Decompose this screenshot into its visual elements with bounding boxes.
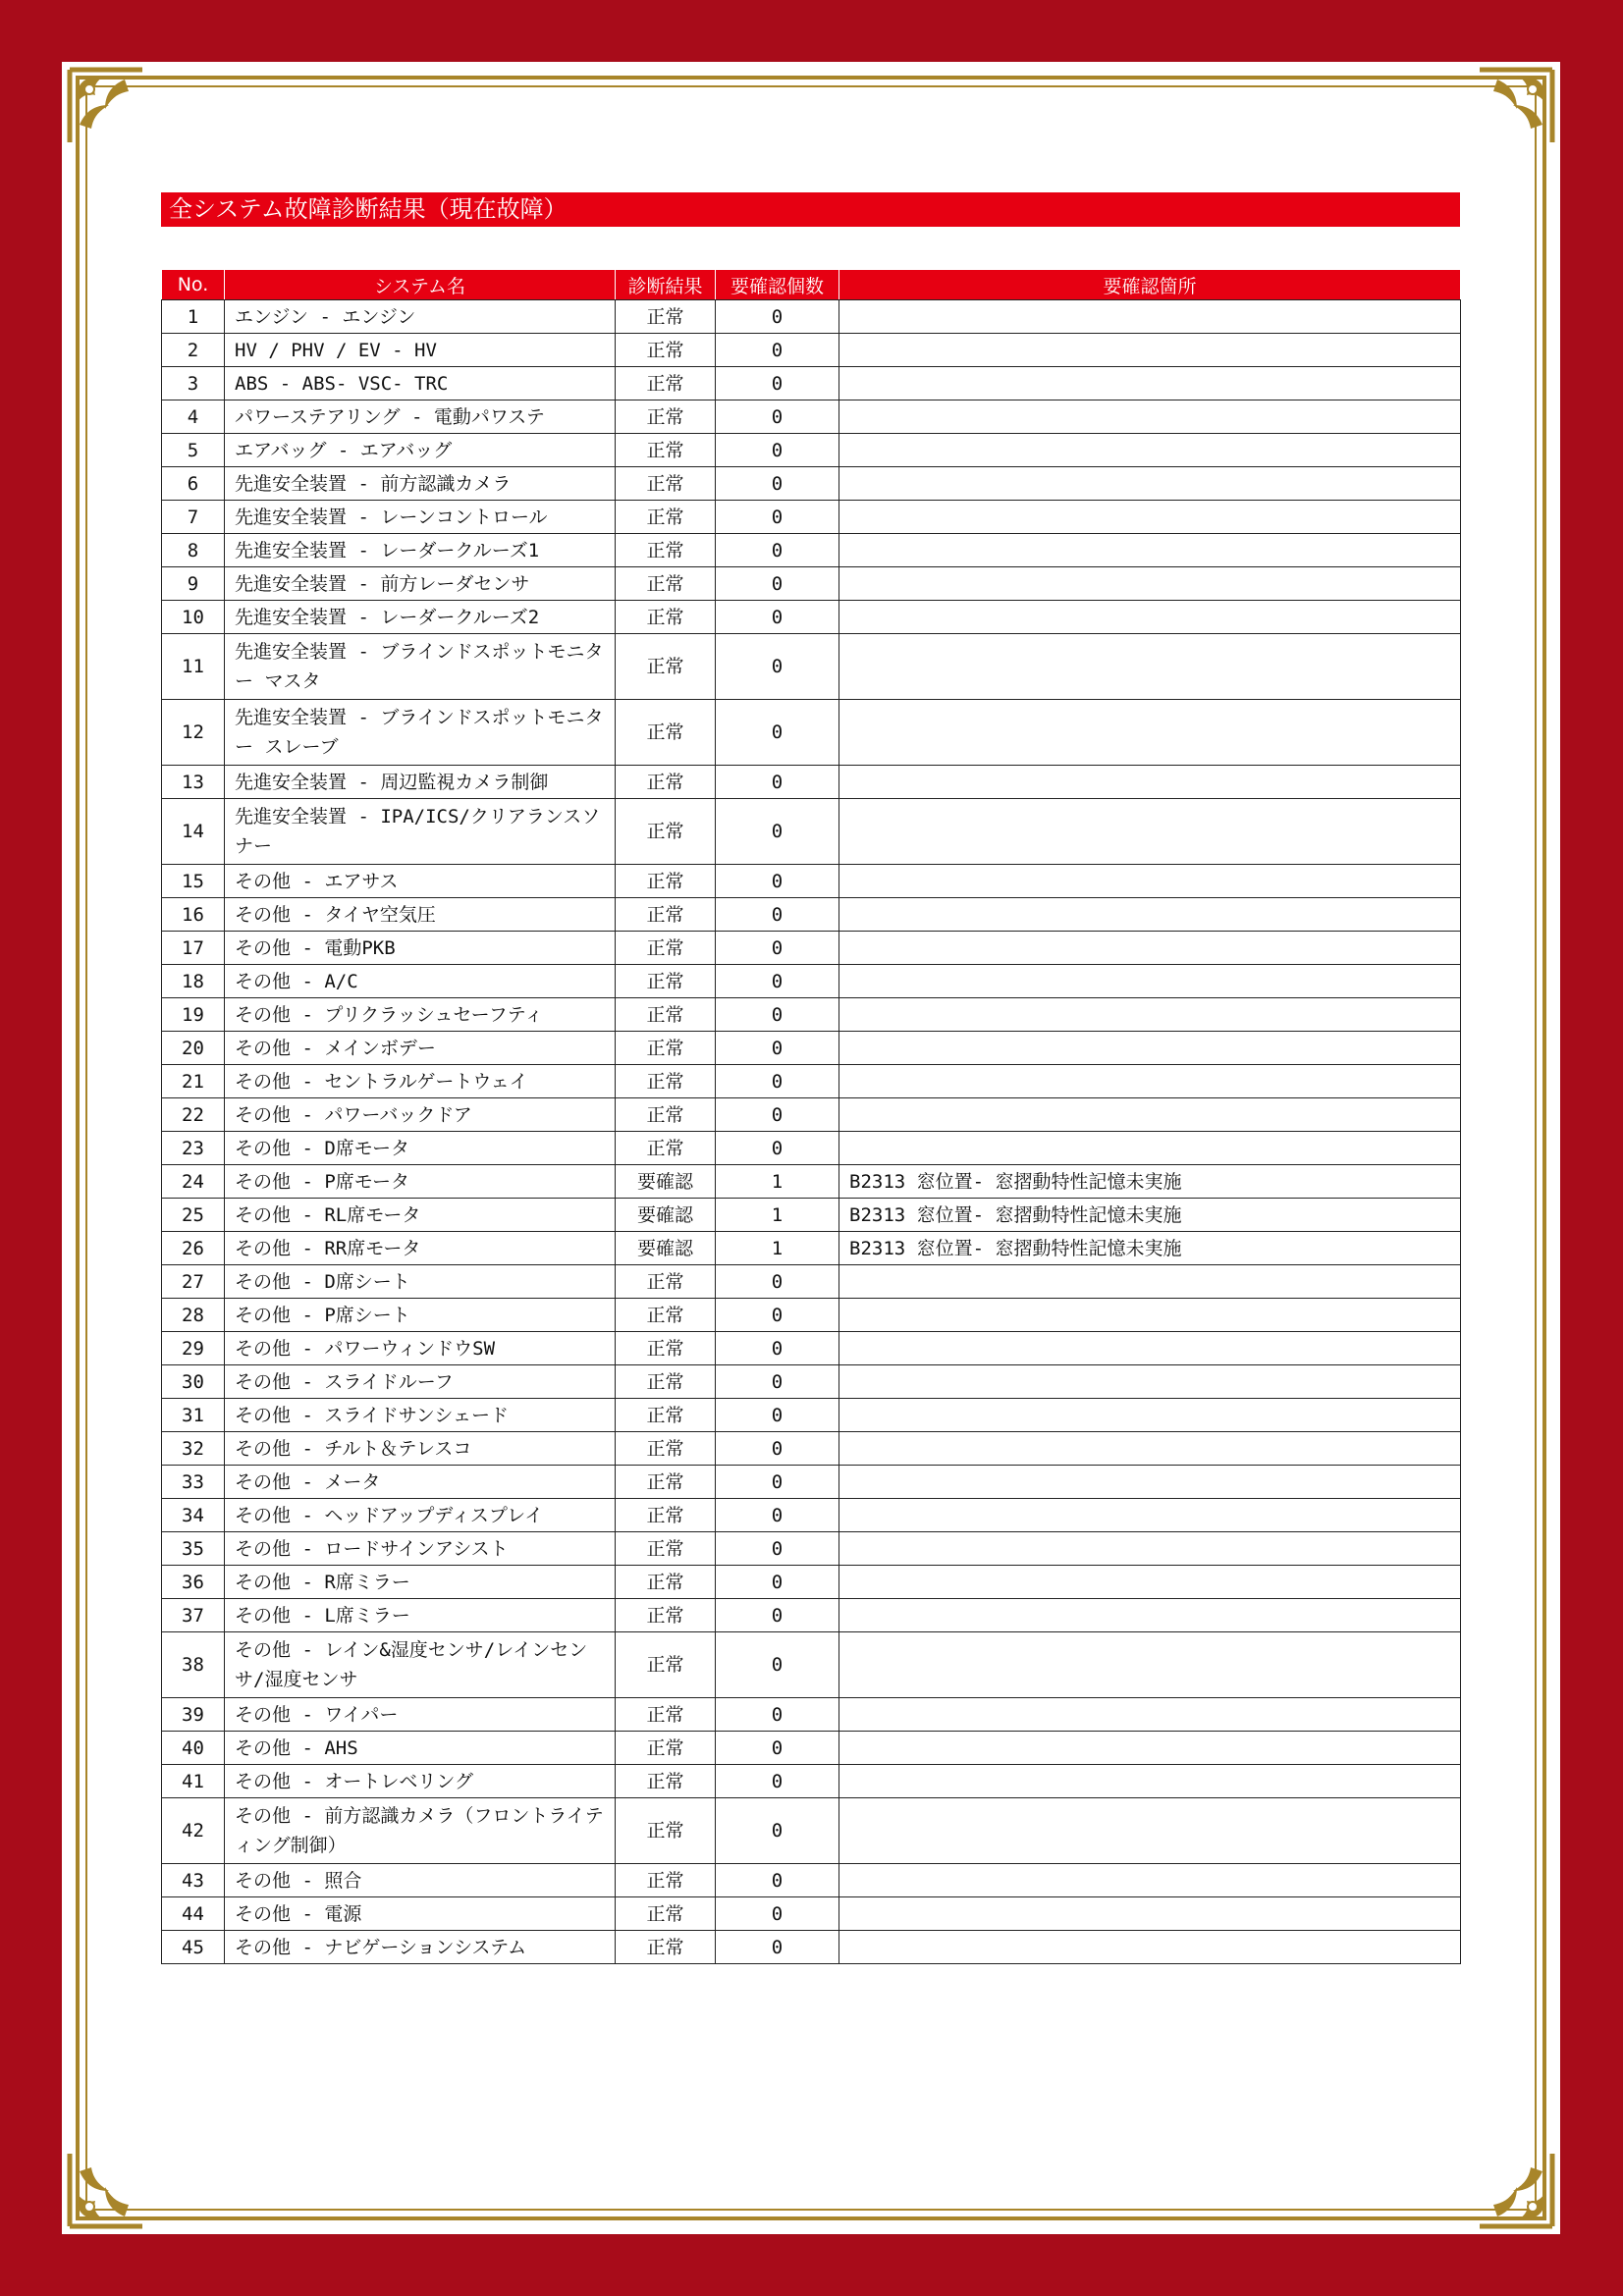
cell-location [839,1532,1461,1566]
cell-location [839,1132,1461,1165]
cell-no: 22 [162,1098,225,1132]
table-row [162,1798,1461,1864]
cell-result: 正常 [616,998,716,1032]
cell-count: 0 [716,434,839,467]
cell-no: 8 [162,534,225,567]
cell-result: 正常 [616,700,716,766]
cell-system-name: その他 - セントラルゲートウェイ [225,1065,616,1098]
header-count: 要確認個数 [716,270,839,300]
cell-location [839,1798,1461,1864]
cell-no: 15 [162,865,225,898]
cell-system-name: その他 - D席シート [225,1265,616,1299]
table-row [162,1897,1461,1931]
cell-no: 32 [162,1432,225,1466]
diagnosis-table [161,269,1461,1964]
cell-count: 0 [716,799,839,865]
cell-location [839,1466,1461,1499]
table-row [162,766,1461,799]
cell-location [839,534,1461,567]
table-row [162,1732,1461,1765]
table-row [162,700,1461,766]
cell-location [839,965,1461,998]
cell-no: 12 [162,700,225,766]
cell-system-name: その他 - エアサス [225,865,616,898]
cell-no: 20 [162,1032,225,1065]
cell-system-name: 先進安全装置 - 前方認識カメラ [225,467,616,501]
cell-count: 0 [716,467,839,501]
cell-result: 正常 [616,865,716,898]
cell-location [839,1732,1461,1765]
cell-no: 7 [162,501,225,534]
cell-location [839,1098,1461,1132]
cell-count: 0 [716,1698,839,1732]
cell-no: 14 [162,799,225,865]
section-title: 全システム故障診断結果（現在故障） [161,192,1460,227]
cell-location [839,501,1461,534]
cell-result: 正常 [616,434,716,467]
table-row [162,567,1461,601]
cell-no: 45 [162,1931,225,1964]
cell-system-name: その他 - P席モータ [225,1165,616,1199]
cell-count: 0 [716,1032,839,1065]
cell-count: 0 [716,1864,839,1897]
table-row [162,1132,1461,1165]
cell-result: 正常 [616,367,716,400]
table-row [162,1466,1461,1499]
table-row [162,1232,1461,1265]
cell-no: 4 [162,400,225,434]
cell-count: 1 [716,1165,839,1199]
cell-result: 正常 [616,1332,716,1365]
header-no: No. [162,270,225,300]
table-row [162,1864,1461,1897]
cell-system-name: その他 - ワイパー [225,1698,616,1732]
cell-count: 0 [716,1432,839,1466]
cell-count: 0 [716,1599,839,1632]
cell-count: 0 [716,1399,839,1432]
cell-location [839,799,1461,865]
table-row [162,898,1461,932]
cell-system-name: パワーステアリング - 電動パワステ [225,400,616,434]
cell-system-name: その他 - 電源 [225,1897,616,1931]
cell-count: 0 [716,300,839,334]
cell-no: 17 [162,932,225,965]
cell-result: 正常 [616,1698,716,1732]
cell-result: 正常 [616,1432,716,1466]
cell-system-name: 先進安全装置 - レーダークルーズ2 [225,601,616,634]
cell-location [839,932,1461,965]
cell-system-name: その他 - RL席モータ [225,1199,616,1232]
table-row [162,534,1461,567]
table-row [162,1032,1461,1065]
table-row [162,1566,1461,1599]
cell-no: 9 [162,567,225,601]
cell-system-name: 先進安全装置 - IPA/ICS/クリアランスソナー [225,799,616,865]
cell-no: 16 [162,898,225,932]
cell-system-name: 先進安全装置 - 周辺監視カメラ制御 [225,766,616,799]
cell-count: 0 [716,400,839,434]
cell-count: 0 [716,965,839,998]
table-row [162,1065,1461,1098]
cell-result: 正常 [616,932,716,965]
cell-system-name: その他 - D席モータ [225,1132,616,1165]
table-row [162,1199,1461,1232]
cell-system-name: その他 - AHS [225,1732,616,1765]
cell-no: 42 [162,1798,225,1864]
cell-location [839,1299,1461,1332]
cell-location [839,700,1461,766]
table-row [162,367,1461,400]
cell-no: 37 [162,1599,225,1632]
cell-count: 0 [716,367,839,400]
cell-system-name: その他 - RR席モータ [225,1232,616,1265]
cell-no: 13 [162,766,225,799]
table-row [162,1765,1461,1798]
corner-ornament-icon [66,66,146,146]
cell-system-name: 先進安全装置 - ブラインドスポットモニター マスタ [225,634,616,700]
cell-count: 1 [716,1232,839,1265]
cell-system-name: 先進安全装置 - ブラインドスポットモニター スレーブ [225,700,616,766]
cell-result: 要確認 [616,1199,716,1232]
cell-no: 41 [162,1765,225,1798]
cell-system-name: その他 - タイヤ空気圧 [225,898,616,932]
cell-result: 正常 [616,1864,716,1897]
table-row [162,501,1461,534]
cell-no: 5 [162,434,225,467]
cell-count: 0 [716,1566,839,1599]
cell-system-name: その他 - 前方認識カメラ（フロントライティング制御） [225,1798,616,1864]
cell-result: 正常 [616,1632,716,1698]
cell-system-name: その他 - パワーウィンドウSW [225,1332,616,1365]
cell-result: 正常 [616,1299,716,1332]
table-row [162,965,1461,998]
cell-no: 26 [162,1232,225,1265]
cell-result: 正常 [616,1065,716,1098]
table-row [162,1165,1461,1199]
cell-location [839,634,1461,700]
cell-location [839,1698,1461,1732]
cell-count: 0 [716,1132,839,1165]
cell-no: 39 [162,1698,225,1732]
report-page [62,62,1560,2234]
cell-system-name: その他 - ヘッドアップディスプレイ [225,1499,616,1532]
cell-result: 正常 [616,1365,716,1399]
cell-result: 正常 [616,567,716,601]
cell-no: 31 [162,1399,225,1432]
table-row [162,1299,1461,1332]
cell-result: 正常 [616,1732,716,1765]
cell-result: 正常 [616,601,716,634]
table-row [162,1365,1461,1399]
cell-system-name: その他 - ナビゲーションシステム [225,1931,616,1964]
cell-no: 21 [162,1065,225,1098]
cell-system-name: その他 - パワーバックドア [225,1098,616,1132]
cell-count: 0 [716,1732,839,1765]
cell-count: 0 [716,501,839,534]
cell-count: 0 [716,334,839,367]
cell-count: 0 [716,1897,839,1931]
corner-ornament-icon [1476,66,1556,146]
cell-count: 1 [716,1199,839,1232]
cell-result: 正常 [616,1798,716,1864]
cell-location [839,1931,1461,1964]
cell-count: 0 [716,1532,839,1566]
cell-system-name: その他 - メインボデー [225,1032,616,1065]
cell-location [839,898,1461,932]
cell-location [839,1399,1461,1432]
cell-result: 要確認 [616,1165,716,1199]
cell-no: 34 [162,1499,225,1532]
cell-result: 正常 [616,1599,716,1632]
table-row [162,1931,1461,1964]
cell-result: 正常 [616,501,716,534]
cell-count: 0 [716,1065,839,1098]
table-row [162,1265,1461,1299]
header-result: 診断結果 [616,270,716,300]
cell-result: 正常 [616,898,716,932]
cell-result: 正常 [616,1399,716,1432]
cell-count: 0 [716,1098,839,1132]
cell-count: 0 [716,1265,839,1299]
cell-result: 正常 [616,1897,716,1931]
cell-count: 0 [716,1332,839,1365]
cell-result: 正常 [616,799,716,865]
header-system: システム名 [225,270,616,300]
table-row [162,400,1461,434]
cell-count: 0 [716,1798,839,1864]
cell-no: 1 [162,300,225,334]
cell-system-name: その他 - スライドサンシェード [225,1399,616,1432]
cell-location [839,1032,1461,1065]
table-row [162,334,1461,367]
cell-system-name: HV / PHV / EV - HV [225,334,616,367]
table-row [162,1632,1461,1698]
cell-count: 0 [716,1632,839,1698]
cell-result: 正常 [616,1265,716,1299]
table-row [162,865,1461,898]
cell-no: 24 [162,1165,225,1199]
cell-system-name: 先進安全装置 - レーダークルーズ1 [225,534,616,567]
cell-location [839,467,1461,501]
cell-location [839,1632,1461,1698]
cell-result: 正常 [616,965,716,998]
cell-result: 正常 [616,1032,716,1065]
cell-location [839,1897,1461,1931]
cell-location [839,1265,1461,1299]
cell-result: 正常 [616,1931,716,1964]
cell-result: 正常 [616,1499,716,1532]
header-location: 要確認箇所 [839,270,1461,300]
cell-result: 正常 [616,1098,716,1132]
cell-system-name: その他 - レイン&湿度センサ/レインセンサ/湿度センサ [225,1632,616,1698]
cell-location [839,865,1461,898]
table-row [162,1332,1461,1365]
cell-location [839,1365,1461,1399]
cell-no: 29 [162,1332,225,1365]
table-row [162,1432,1461,1466]
cell-result: 正常 [616,1566,716,1599]
cell-result: 正常 [616,400,716,434]
cell-no: 10 [162,601,225,634]
cell-count: 0 [716,998,839,1032]
cell-system-name: その他 - A/C [225,965,616,998]
cell-result: 正常 [616,1765,716,1798]
table-row [162,1399,1461,1432]
cell-count: 0 [716,1365,839,1399]
cell-system-name: その他 - L席ミラー [225,1599,616,1632]
cell-no: 18 [162,965,225,998]
table-row [162,998,1461,1032]
cell-result: 正常 [616,1466,716,1499]
cell-no: 35 [162,1532,225,1566]
cell-result: 正常 [616,1532,716,1566]
cell-system-name: その他 - 照合 [225,1864,616,1897]
cell-system-name: その他 - スライドルーフ [225,1365,616,1399]
cell-count: 0 [716,1765,839,1798]
cell-location [839,367,1461,400]
table-row [162,300,1461,334]
cell-location [839,334,1461,367]
cell-count: 0 [716,766,839,799]
cell-location [839,1765,1461,1798]
table-row [162,799,1461,865]
cell-location [839,434,1461,467]
cell-count: 0 [716,700,839,766]
cell-system-name: その他 - プリクラッシュセーフティ [225,998,616,1032]
cell-count: 0 [716,634,839,700]
cell-system-name: エンジン - エンジン [225,300,616,334]
cell-count: 0 [716,1931,839,1964]
table-row [162,634,1461,700]
cell-no: 6 [162,467,225,501]
cell-count: 0 [716,865,839,898]
cell-result: 要確認 [616,1232,716,1265]
cell-system-name: その他 - P席シート [225,1299,616,1332]
cell-no: 23 [162,1132,225,1165]
cell-no: 30 [162,1365,225,1399]
cell-system-name: 先進安全装置 - 前方レーダセンサ [225,567,616,601]
cell-no: 25 [162,1199,225,1232]
cell-no: 28 [162,1299,225,1332]
cell-location: B2313 窓位置- 窓摺動特性記憶未実施 [839,1199,1461,1232]
cell-no: 19 [162,998,225,1032]
cell-location [839,1864,1461,1897]
cell-no: 38 [162,1632,225,1698]
corner-ornament-icon [1476,2150,1556,2230]
cell-system-name: その他 - チルト＆テレスコ [225,1432,616,1466]
cell-count: 0 [716,898,839,932]
cell-count: 0 [716,1499,839,1532]
cell-no: 11 [162,634,225,700]
table-row [162,1698,1461,1732]
cell-result: 正常 [616,334,716,367]
table-row [162,1532,1461,1566]
cell-count: 0 [716,534,839,567]
cell-result: 正常 [616,467,716,501]
cell-location [839,567,1461,601]
table-row [162,601,1461,634]
cell-location [839,1065,1461,1098]
cell-location [839,766,1461,799]
cell-no: 27 [162,1265,225,1299]
cell-location [839,400,1461,434]
cell-no: 40 [162,1732,225,1765]
cell-no: 33 [162,1466,225,1499]
cell-location [839,300,1461,334]
cell-result: 正常 [616,534,716,567]
table-row [162,1499,1461,1532]
cell-count: 0 [716,932,839,965]
cell-system-name: エアバッグ - エアバッグ [225,434,616,467]
cell-system-name: その他 - ロードサインアシスト [225,1532,616,1566]
cell-location [839,1566,1461,1599]
cell-no: 2 [162,334,225,367]
table-row [162,932,1461,965]
cell-location: B2313 窓位置- 窓摺動特性記憶未実施 [839,1165,1461,1199]
cell-result: 正常 [616,300,716,334]
cell-no: 36 [162,1566,225,1599]
cell-count: 0 [716,567,839,601]
cell-location [839,1332,1461,1365]
cell-result: 正常 [616,634,716,700]
cell-location: B2313 窓位置- 窓摺動特性記憶未実施 [839,1232,1461,1265]
cell-no: 3 [162,367,225,400]
cell-system-name: 先進安全装置 - レーンコントロール [225,501,616,534]
cell-system-name: ABS - ABS- VSC- TRC [225,367,616,400]
cell-system-name: その他 - オートレベリング [225,1765,616,1798]
table-row [162,1599,1461,1632]
cell-result: 正常 [616,1132,716,1165]
table-header-row [162,270,1461,300]
corner-ornament-icon [66,2150,146,2230]
cell-location [839,1432,1461,1466]
cell-location [839,998,1461,1032]
cell-no: 43 [162,1864,225,1897]
cell-count: 0 [716,1466,839,1499]
cell-count: 0 [716,1299,839,1332]
cell-location [839,1499,1461,1532]
cell-count: 0 [716,601,839,634]
cell-location [839,601,1461,634]
cell-system-name: その他 - R席ミラー [225,1566,616,1599]
table-row [162,1098,1461,1132]
cell-no: 44 [162,1897,225,1931]
table-row [162,434,1461,467]
cell-result: 正常 [616,766,716,799]
table-row [162,467,1461,501]
cell-system-name: その他 - メータ [225,1466,616,1499]
cell-system-name: その他 - 電動PKB [225,932,616,965]
cell-location [839,1599,1461,1632]
